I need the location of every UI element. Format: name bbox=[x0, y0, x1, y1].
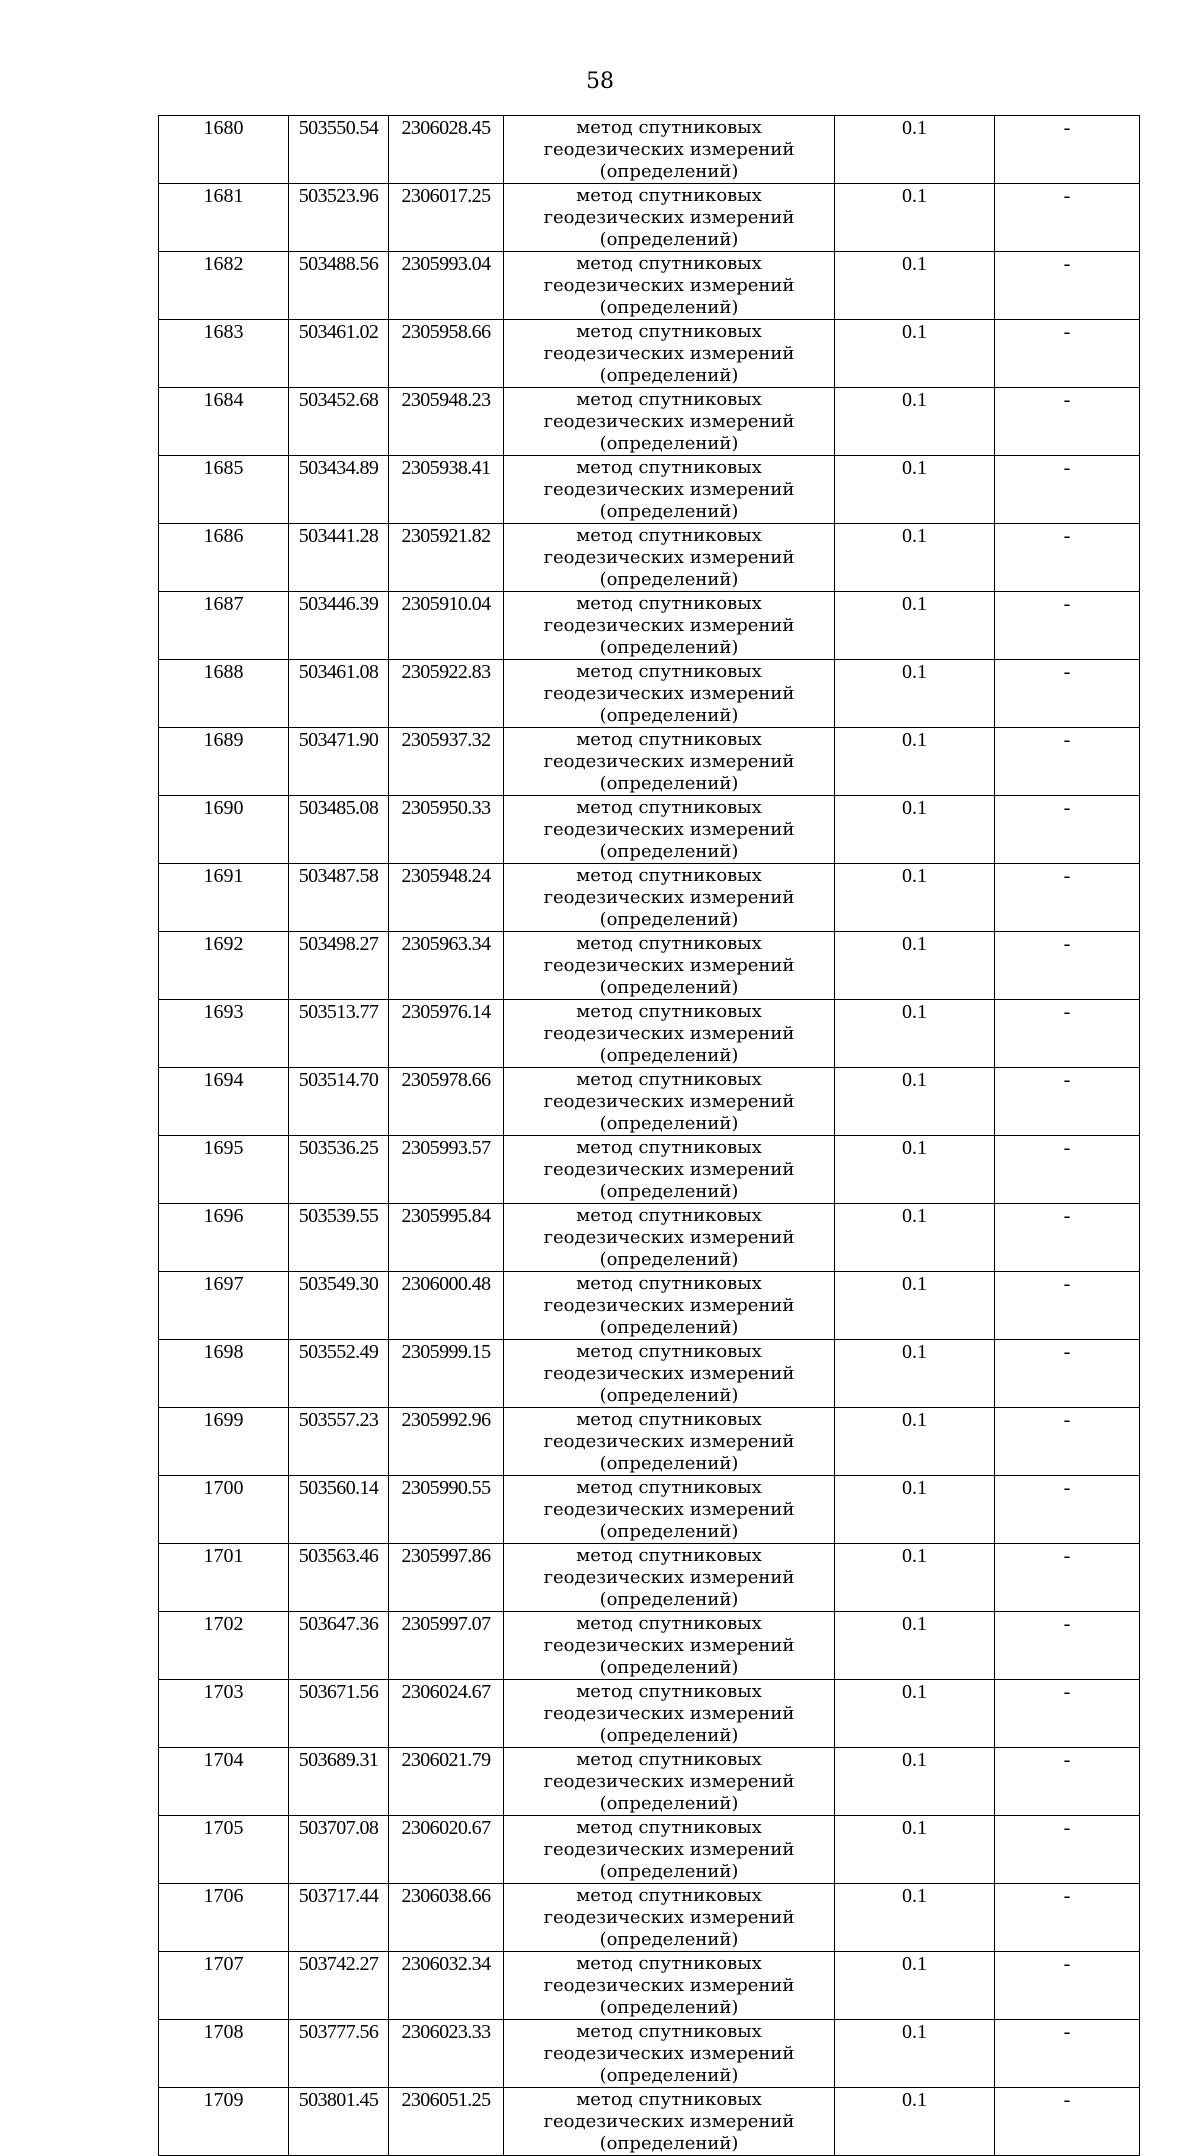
accuracy-cell: 0.1 bbox=[835, 1068, 995, 1136]
point-number-cell: 1680 bbox=[159, 116, 289, 184]
note-cell: - bbox=[995, 456, 1140, 524]
accuracy-cell: 0.1 bbox=[835, 1408, 995, 1476]
note-cell: - bbox=[995, 1680, 1140, 1748]
x-coordinate-cell: 503441.28 bbox=[289, 524, 389, 592]
note-cell: - bbox=[995, 864, 1140, 932]
accuracy-cell: 0.1 bbox=[835, 660, 995, 728]
x-coordinate-cell: 503471.90 bbox=[289, 728, 389, 796]
accuracy-cell: 0.1 bbox=[835, 1476, 995, 1544]
method-cell: метод спутниковых геодезических измерений (определений) bbox=[504, 1272, 835, 1340]
coordinates-table bbox=[158, 115, 1140, 2156]
table-row bbox=[159, 660, 1140, 728]
y-coordinate-cell: 2305948.24 bbox=[389, 864, 504, 932]
point-number-cell: 1687 bbox=[159, 592, 289, 660]
point-number-cell: 1698 bbox=[159, 1340, 289, 1408]
point-number-cell: 1695 bbox=[159, 1136, 289, 1204]
accuracy-cell: 0.1 bbox=[835, 116, 995, 184]
method-cell: метод спутниковых геодезических измерений (определений) bbox=[504, 1476, 835, 1544]
note-cell: - bbox=[995, 1612, 1140, 1680]
table-row bbox=[159, 1748, 1140, 1816]
table-row bbox=[159, 456, 1140, 524]
method-cell: метод спутниковых геодезических измерений (определений) bbox=[504, 864, 835, 932]
method-cell: метод спутниковых геодезических измерений (определений) bbox=[504, 1204, 835, 1272]
accuracy-cell: 0.1 bbox=[835, 1136, 995, 1204]
table-row bbox=[159, 1204, 1140, 1272]
note-cell: - bbox=[995, 1476, 1140, 1544]
table-row bbox=[159, 184, 1140, 252]
x-coordinate-cell: 503707.08 bbox=[289, 1816, 389, 1884]
y-coordinate-cell: 2305938.41 bbox=[389, 456, 504, 524]
table-row bbox=[159, 1340, 1140, 1408]
note-cell: - bbox=[995, 728, 1140, 796]
x-coordinate-cell: 503461.02 bbox=[289, 320, 389, 388]
y-coordinate-cell: 2305999.15 bbox=[389, 1340, 504, 1408]
y-coordinate-cell: 2306021.79 bbox=[389, 1748, 504, 1816]
point-number-cell: 1703 bbox=[159, 1680, 289, 1748]
y-coordinate-cell: 2306000.48 bbox=[389, 1272, 504, 1340]
accuracy-cell: 0.1 bbox=[835, 184, 995, 252]
accuracy-cell: 0.1 bbox=[835, 864, 995, 932]
y-coordinate-cell: 2305937.32 bbox=[389, 728, 504, 796]
table-row bbox=[159, 864, 1140, 932]
point-number-cell: 1699 bbox=[159, 1408, 289, 1476]
method-cell: метод спутниковых геодезических измерений (определений) bbox=[504, 2020, 835, 2088]
point-number-cell: 1684 bbox=[159, 388, 289, 456]
table-row bbox=[159, 1816, 1140, 1884]
method-cell: метод спутниковых геодезических измерений (определений) bbox=[504, 456, 835, 524]
point-number-cell: 1707 bbox=[159, 1952, 289, 2020]
y-coordinate-cell: 2306028.45 bbox=[389, 116, 504, 184]
point-number-cell: 1683 bbox=[159, 320, 289, 388]
accuracy-cell: 0.1 bbox=[835, 1884, 995, 1952]
method-cell: метод спутниковых геодезических измерений (определений) bbox=[504, 1680, 835, 1748]
point-number-cell: 1700 bbox=[159, 1476, 289, 1544]
x-coordinate-cell: 503550.54 bbox=[289, 116, 389, 184]
note-cell: - bbox=[995, 1544, 1140, 1612]
y-coordinate-cell: 2306020.67 bbox=[389, 1816, 504, 1884]
y-coordinate-cell: 2306024.67 bbox=[389, 1680, 504, 1748]
accuracy-cell: 0.1 bbox=[835, 2020, 995, 2088]
method-cell: метод спутниковых геодезических измерений (определений) bbox=[504, 1544, 835, 1612]
y-coordinate-cell: 2305990.55 bbox=[389, 1476, 504, 1544]
x-coordinate-cell: 503563.46 bbox=[289, 1544, 389, 1612]
accuracy-cell: 0.1 bbox=[835, 1612, 995, 1680]
x-coordinate-cell: 503452.68 bbox=[289, 388, 389, 456]
x-coordinate-cell: 503514.70 bbox=[289, 1068, 389, 1136]
table-row bbox=[159, 1136, 1140, 1204]
point-number-cell: 1689 bbox=[159, 728, 289, 796]
table-row bbox=[159, 320, 1140, 388]
point-number-cell: 1688 bbox=[159, 660, 289, 728]
accuracy-cell: 0.1 bbox=[835, 456, 995, 524]
note-cell: - bbox=[995, 116, 1140, 184]
note-cell: - bbox=[995, 1136, 1140, 1204]
note-cell: - bbox=[995, 1748, 1140, 1816]
y-coordinate-cell: 2306038.66 bbox=[389, 1884, 504, 1952]
table-row bbox=[159, 1680, 1140, 1748]
accuracy-cell: 0.1 bbox=[835, 1680, 995, 1748]
method-cell: метод спутниковых геодезических измерений (определений) bbox=[504, 932, 835, 1000]
note-cell: - bbox=[995, 660, 1140, 728]
method-cell: метод спутниковых геодезических измерений (определений) bbox=[504, 1408, 835, 1476]
method-cell: метод спутниковых геодезических измерений (определений) bbox=[504, 252, 835, 320]
x-coordinate-cell: 503498.27 bbox=[289, 932, 389, 1000]
method-cell: метод спутниковых геодезических измерений (определений) bbox=[504, 2088, 835, 2156]
method-cell: метод спутниковых геодезических измерений (определений) bbox=[504, 1748, 835, 1816]
point-number-cell: 1696 bbox=[159, 1204, 289, 1272]
method-cell: метод спутниковых геодезических измерений (определений) bbox=[504, 1000, 835, 1068]
y-coordinate-cell: 2306023.33 bbox=[389, 2020, 504, 2088]
table-row bbox=[159, 728, 1140, 796]
point-number-cell: 1685 bbox=[159, 456, 289, 524]
table-row bbox=[159, 796, 1140, 864]
note-cell: - bbox=[995, 2088, 1140, 2156]
point-number-cell: 1702 bbox=[159, 1612, 289, 1680]
point-number-cell: 1706 bbox=[159, 1884, 289, 1952]
method-cell: метод спутниковых геодезических измерений (определений) bbox=[504, 524, 835, 592]
x-coordinate-cell: 503777.56 bbox=[289, 2020, 389, 2088]
point-number-cell: 1701 bbox=[159, 1544, 289, 1612]
method-cell: метод спутниковых геодезических измерений (определений) bbox=[504, 1340, 835, 1408]
x-coordinate-cell: 503487.58 bbox=[289, 864, 389, 932]
table-row bbox=[159, 1544, 1140, 1612]
method-cell: метод спутниковых геодезических измерений (определений) bbox=[504, 728, 835, 796]
x-coordinate-cell: 503742.27 bbox=[289, 1952, 389, 2020]
x-coordinate-cell: 503536.25 bbox=[289, 1136, 389, 1204]
y-coordinate-cell: 2305958.66 bbox=[389, 320, 504, 388]
note-cell: - bbox=[995, 1340, 1140, 1408]
x-coordinate-cell: 503461.08 bbox=[289, 660, 389, 728]
accuracy-cell: 0.1 bbox=[835, 1816, 995, 1884]
method-cell: метод спутниковых геодезических измерений (определений) bbox=[504, 1068, 835, 1136]
method-cell: метод спутниковых геодезических измерений (определений) bbox=[504, 1612, 835, 1680]
note-cell: - bbox=[995, 1408, 1140, 1476]
y-coordinate-cell: 2305992.96 bbox=[389, 1408, 504, 1476]
method-cell: метод спутниковых геодезических измерений (определений) bbox=[504, 1884, 835, 1952]
accuracy-cell: 0.1 bbox=[835, 1340, 995, 1408]
x-coordinate-cell: 503647.36 bbox=[289, 1612, 389, 1680]
x-coordinate-cell: 503552.49 bbox=[289, 1340, 389, 1408]
table-row bbox=[159, 1612, 1140, 1680]
y-coordinate-cell: 2305997.86 bbox=[389, 1544, 504, 1612]
method-cell: метод спутниковых геодезических измерений (определений) bbox=[504, 660, 835, 728]
table-row bbox=[159, 2020, 1140, 2088]
note-cell: - bbox=[995, 252, 1140, 320]
table-row bbox=[159, 1952, 1140, 2020]
y-coordinate-cell: 2306032.34 bbox=[389, 1952, 504, 2020]
accuracy-cell: 0.1 bbox=[835, 388, 995, 456]
accuracy-cell: 0.1 bbox=[835, 2088, 995, 2156]
accuracy-cell: 0.1 bbox=[835, 524, 995, 592]
table-row bbox=[159, 1476, 1140, 1544]
accuracy-cell: 0.1 bbox=[835, 1952, 995, 2020]
x-coordinate-cell: 503513.77 bbox=[289, 1000, 389, 1068]
point-number-cell: 1693 bbox=[159, 1000, 289, 1068]
note-cell: - bbox=[995, 932, 1140, 1000]
note-cell: - bbox=[995, 2020, 1140, 2088]
y-coordinate-cell: 2305950.33 bbox=[389, 796, 504, 864]
note-cell: - bbox=[995, 592, 1140, 660]
point-number-cell: 1709 bbox=[159, 2088, 289, 2156]
table-row bbox=[159, 592, 1140, 660]
point-number-cell: 1686 bbox=[159, 524, 289, 592]
x-coordinate-cell: 503717.44 bbox=[289, 1884, 389, 1952]
note-cell: - bbox=[995, 388, 1140, 456]
note-cell: - bbox=[995, 320, 1140, 388]
x-coordinate-cell: 503434.89 bbox=[289, 456, 389, 524]
point-number-cell: 1682 bbox=[159, 252, 289, 320]
note-cell: - bbox=[995, 1000, 1140, 1068]
accuracy-cell: 0.1 bbox=[835, 1204, 995, 1272]
accuracy-cell: 0.1 bbox=[835, 1748, 995, 1816]
point-number-cell: 1690 bbox=[159, 796, 289, 864]
x-coordinate-cell: 503801.45 bbox=[289, 2088, 389, 2156]
x-coordinate-cell: 503488.56 bbox=[289, 252, 389, 320]
note-cell: - bbox=[995, 796, 1140, 864]
x-coordinate-cell: 503446.39 bbox=[289, 592, 389, 660]
table-row bbox=[159, 1408, 1140, 1476]
point-number-cell: 1694 bbox=[159, 1068, 289, 1136]
method-cell: метод спутниковых геодезических измерений (определений) bbox=[504, 184, 835, 252]
method-cell: метод спутниковых геодезических измерений (определений) bbox=[504, 1136, 835, 1204]
point-number-cell: 1697 bbox=[159, 1272, 289, 1340]
page-number: 58 bbox=[586, 69, 614, 94]
y-coordinate-cell: 2305921.82 bbox=[389, 524, 504, 592]
method-cell: метод спутниковых геодезических измерений (определений) bbox=[504, 116, 835, 184]
note-cell: - bbox=[995, 1068, 1140, 1136]
y-coordinate-cell: 2305997.07 bbox=[389, 1612, 504, 1680]
table-row bbox=[159, 1068, 1140, 1136]
point-number-cell: 1705 bbox=[159, 1816, 289, 1884]
accuracy-cell: 0.1 bbox=[835, 728, 995, 796]
accuracy-cell: 0.1 bbox=[835, 592, 995, 660]
method-cell: метод спутниковых геодезических измерений (определений) bbox=[504, 388, 835, 456]
accuracy-cell: 0.1 bbox=[835, 796, 995, 864]
x-coordinate-cell: 503671.56 bbox=[289, 1680, 389, 1748]
note-cell: - bbox=[995, 524, 1140, 592]
table-row bbox=[159, 2088, 1140, 2156]
table-row bbox=[159, 1272, 1140, 1340]
y-coordinate-cell: 2305995.84 bbox=[389, 1204, 504, 1272]
x-coordinate-cell: 503689.31 bbox=[289, 1748, 389, 1816]
accuracy-cell: 0.1 bbox=[835, 1544, 995, 1612]
x-coordinate-cell: 503560.14 bbox=[289, 1476, 389, 1544]
note-cell: - bbox=[995, 1952, 1140, 2020]
y-coordinate-cell: 2305910.04 bbox=[389, 592, 504, 660]
point-number-cell: 1691 bbox=[159, 864, 289, 932]
note-cell: - bbox=[995, 1816, 1140, 1884]
accuracy-cell: 0.1 bbox=[835, 932, 995, 1000]
accuracy-cell: 0.1 bbox=[835, 1272, 995, 1340]
table-row bbox=[159, 252, 1140, 320]
y-coordinate-cell: 2306017.25 bbox=[389, 184, 504, 252]
note-cell: - bbox=[995, 1272, 1140, 1340]
table-row bbox=[159, 388, 1140, 456]
x-coordinate-cell: 503557.23 bbox=[289, 1408, 389, 1476]
table-row bbox=[159, 1000, 1140, 1068]
method-cell: метод спутниковых геодезических измерений (определений) bbox=[504, 1952, 835, 2020]
method-cell: метод спутниковых геодезических измерений (определений) bbox=[504, 592, 835, 660]
point-number-cell: 1708 bbox=[159, 2020, 289, 2088]
note-cell: - bbox=[995, 1884, 1140, 1952]
note-cell: - bbox=[995, 184, 1140, 252]
x-coordinate-cell: 503485.08 bbox=[289, 796, 389, 864]
method-cell: метод спутниковых геодезических измерений (определений) bbox=[504, 796, 835, 864]
note-cell: - bbox=[995, 1204, 1140, 1272]
accuracy-cell: 0.1 bbox=[835, 320, 995, 388]
table-row bbox=[159, 524, 1140, 592]
table-row bbox=[159, 1884, 1140, 1952]
method-cell: метод спутниковых геодезических измерений (определений) bbox=[504, 320, 835, 388]
coordinates-table-body bbox=[159, 116, 1140, 2156]
y-coordinate-cell: 2305993.57 bbox=[389, 1136, 504, 1204]
x-coordinate-cell: 503539.55 bbox=[289, 1204, 389, 1272]
y-coordinate-cell: 2305948.23 bbox=[389, 388, 504, 456]
y-coordinate-cell: 2305978.66 bbox=[389, 1068, 504, 1136]
x-coordinate-cell: 503523.96 bbox=[289, 184, 389, 252]
y-coordinate-cell: 2306051.25 bbox=[389, 2088, 504, 2156]
table-row bbox=[159, 932, 1140, 1000]
x-coordinate-cell: 503549.30 bbox=[289, 1272, 389, 1340]
y-coordinate-cell: 2305993.04 bbox=[389, 252, 504, 320]
point-number-cell: 1704 bbox=[159, 1748, 289, 1816]
point-number-cell: 1692 bbox=[159, 932, 289, 1000]
y-coordinate-cell: 2305922.83 bbox=[389, 660, 504, 728]
accuracy-cell: 0.1 bbox=[835, 252, 995, 320]
point-number-cell: 1681 bbox=[159, 184, 289, 252]
y-coordinate-cell: 2305963.34 bbox=[389, 932, 504, 1000]
method-cell: метод спутниковых геодезических измерений (определений) bbox=[504, 1816, 835, 1884]
table-row bbox=[159, 116, 1140, 184]
accuracy-cell: 0.1 bbox=[835, 1000, 995, 1068]
y-coordinate-cell: 2305976.14 bbox=[389, 1000, 504, 1068]
